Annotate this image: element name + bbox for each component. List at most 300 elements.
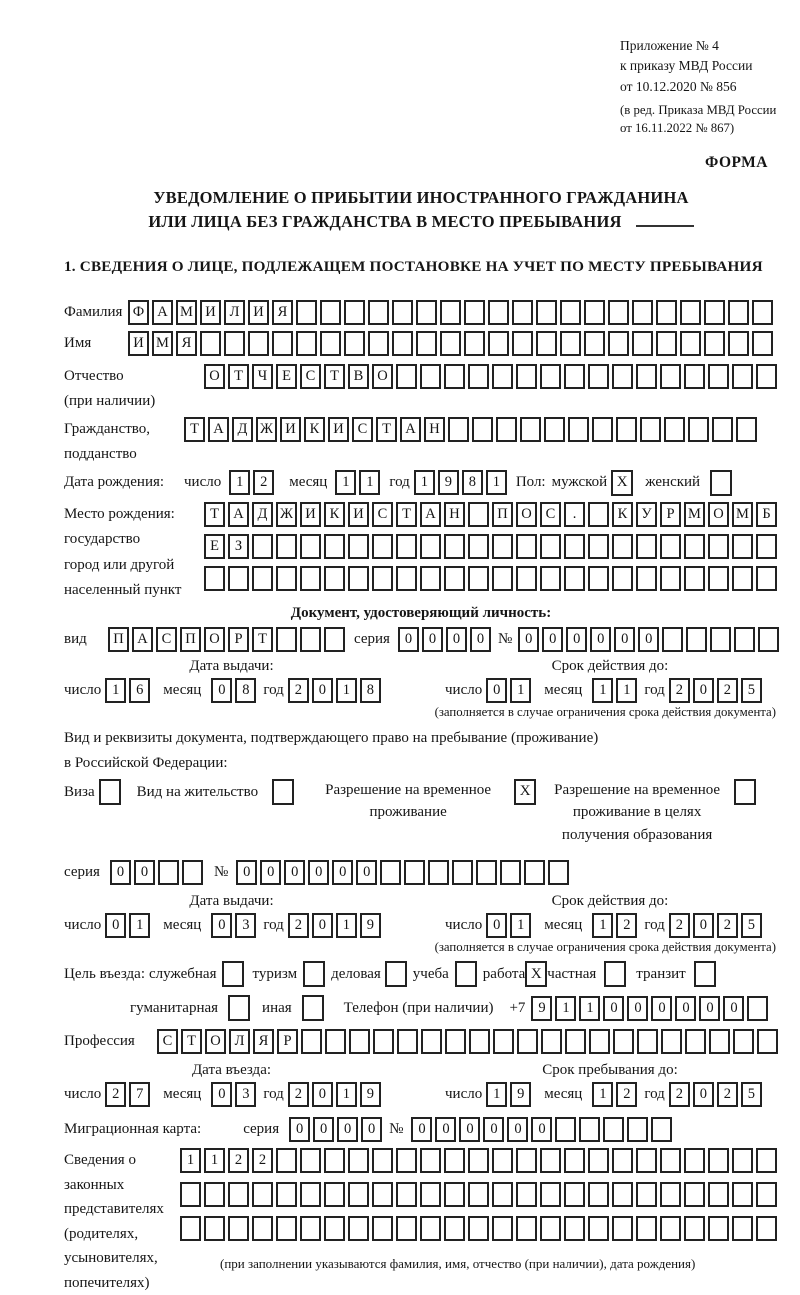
char-box[interactable] [516, 1182, 537, 1207]
char-box[interactable] [492, 566, 513, 591]
char-box[interactable] [612, 364, 633, 389]
char-box[interactable] [651, 1117, 672, 1142]
char-box[interactable]: А [420, 502, 441, 527]
char-box[interactable]: 0 [332, 860, 353, 885]
char-box[interactable] [368, 300, 389, 325]
char-box[interactable]: Е [204, 534, 225, 559]
char-box[interactable] [560, 331, 581, 356]
char-box[interactable]: Д [232, 417, 253, 442]
char-box[interactable] [324, 534, 345, 559]
purpose-official-checkbox[interactable] [222, 961, 244, 987]
char-box[interactable] [640, 417, 661, 442]
char-box[interactable] [592, 417, 613, 442]
char-box[interactable]: 0 [699, 996, 720, 1021]
char-box[interactable] [608, 300, 629, 325]
char-box[interactable] [252, 1216, 273, 1241]
char-box[interactable] [536, 331, 557, 356]
char-box[interactable]: П [180, 627, 201, 652]
char-box[interactable]: А [132, 627, 153, 652]
char-box[interactable]: И [128, 331, 149, 356]
char-box[interactable]: С [157, 1029, 178, 1054]
char-box[interactable]: Ф [128, 300, 149, 325]
char-box[interactable] [564, 534, 585, 559]
char-box[interactable] [548, 860, 569, 885]
char-box[interactable]: 1 [555, 996, 576, 1021]
char-box[interactable] [182, 860, 203, 885]
visa-checkbox[interactable] [99, 779, 121, 805]
char-box[interactable]: О [708, 502, 729, 527]
char-box[interactable]: Т [376, 417, 397, 442]
char-box[interactable] [540, 364, 561, 389]
char-box[interactable]: 1 [486, 470, 507, 495]
char-box[interactable]: И [280, 417, 301, 442]
char-box[interactable] [204, 1216, 225, 1241]
char-box[interactable]: С [300, 364, 321, 389]
char-box[interactable] [524, 860, 545, 885]
char-box[interactable]: 0 [289, 1117, 310, 1142]
char-box[interactable]: 0 [411, 1117, 432, 1142]
char-box[interactable]: В [348, 364, 369, 389]
char-box[interactable]: 0 [308, 860, 329, 885]
char-box[interactable]: 9 [360, 1082, 381, 1107]
char-box[interactable] [200, 331, 221, 356]
char-box[interactable] [612, 1216, 633, 1241]
temp-residence-edu-checkbox[interactable] [734, 779, 756, 805]
char-box[interactable] [684, 1216, 705, 1241]
char-box[interactable] [444, 1148, 465, 1173]
char-box[interactable]: 0 [398, 627, 419, 652]
char-box[interactable]: Т [184, 417, 205, 442]
temp-residence-checkbox[interactable]: X [514, 779, 536, 805]
char-box[interactable] [756, 1148, 777, 1173]
char-box[interactable]: 0 [483, 1117, 504, 1142]
char-box[interactable]: К [304, 417, 325, 442]
char-box[interactable]: 0 [337, 1117, 358, 1142]
char-box[interactable] [204, 1182, 225, 1207]
char-box[interactable] [579, 1117, 600, 1142]
char-box[interactable] [536, 300, 557, 325]
char-box[interactable] [252, 1182, 273, 1207]
char-box[interactable]: С [352, 417, 373, 442]
char-box[interactable] [612, 1182, 633, 1207]
char-box[interactable] [660, 566, 681, 591]
char-box[interactable] [564, 1216, 585, 1241]
char-box[interactable] [440, 331, 461, 356]
char-box[interactable] [752, 300, 773, 325]
char-box[interactable] [392, 331, 413, 356]
char-box[interactable] [180, 1216, 201, 1241]
char-box[interactable]: П [108, 627, 129, 652]
char-box[interactable] [732, 364, 753, 389]
char-box[interactable] [320, 331, 341, 356]
char-box[interactable] [488, 331, 509, 356]
char-box[interactable] [660, 1182, 681, 1207]
char-box[interactable]: 9 [531, 996, 552, 1021]
char-box[interactable]: Я [272, 300, 293, 325]
char-box[interactable] [540, 566, 561, 591]
char-box[interactable] [204, 566, 225, 591]
char-box[interactable]: 0 [486, 913, 507, 938]
char-box[interactable] [728, 300, 749, 325]
char-box[interactable] [756, 534, 777, 559]
char-box[interactable] [500, 860, 521, 885]
char-box[interactable] [684, 364, 705, 389]
char-box[interactable] [632, 300, 653, 325]
char-box[interactable]: 0 [422, 627, 443, 652]
char-box[interactable] [300, 1148, 321, 1173]
char-box[interactable]: 2 [288, 1082, 309, 1107]
char-box[interactable] [588, 566, 609, 591]
char-box[interactable] [492, 1182, 513, 1207]
char-box[interactable]: 1 [579, 996, 600, 1021]
char-box[interactable] [444, 534, 465, 559]
char-box[interactable] [565, 1029, 586, 1054]
char-box[interactable] [440, 300, 461, 325]
char-box[interactable]: 0 [627, 996, 648, 1021]
char-box[interactable] [224, 331, 245, 356]
char-box[interactable] [732, 1182, 753, 1207]
char-box[interactable] [732, 1148, 753, 1173]
char-box[interactable] [464, 331, 485, 356]
char-box[interactable]: 1 [510, 913, 531, 938]
char-box[interactable]: 1 [129, 913, 150, 938]
char-box[interactable] [584, 331, 605, 356]
char-box[interactable]: М [684, 502, 705, 527]
char-box[interactable]: 0 [446, 627, 467, 652]
char-box[interactable]: 0 [693, 678, 714, 703]
char-box[interactable]: 0 [590, 627, 611, 652]
char-box[interactable] [584, 300, 605, 325]
char-box[interactable]: И [200, 300, 221, 325]
char-box[interactable]: Т [324, 364, 345, 389]
char-box[interactable]: 1 [204, 1148, 225, 1173]
char-box[interactable]: М [732, 502, 753, 527]
char-box[interactable]: Т [252, 627, 273, 652]
char-box[interactable]: 5 [741, 1082, 762, 1107]
char-box[interactable]: 0 [284, 860, 305, 885]
char-box[interactable] [516, 1216, 537, 1241]
char-box[interactable] [296, 331, 317, 356]
char-box[interactable]: 0 [211, 1082, 232, 1107]
char-box[interactable] [733, 1029, 754, 1054]
char-box[interactable]: 1 [336, 913, 357, 938]
char-box[interactable] [756, 566, 777, 591]
char-box[interactable] [564, 1182, 585, 1207]
char-box[interactable] [588, 1182, 609, 1207]
char-box[interactable] [344, 300, 365, 325]
char-box[interactable] [492, 534, 513, 559]
char-box[interactable] [468, 566, 489, 591]
char-box[interactable]: 8 [235, 678, 256, 703]
char-box[interactable] [444, 1182, 465, 1207]
char-box[interactable] [756, 1182, 777, 1207]
char-box[interactable] [662, 627, 683, 652]
char-box[interactable]: 0 [134, 860, 155, 885]
char-box[interactable]: 0 [356, 860, 377, 885]
char-box[interactable] [496, 417, 517, 442]
char-box[interactable]: 5 [741, 913, 762, 938]
char-box[interactable] [373, 1029, 394, 1054]
char-box[interactable] [468, 534, 489, 559]
char-box[interactable] [656, 331, 677, 356]
char-box[interactable] [704, 300, 725, 325]
char-box[interactable] [664, 417, 685, 442]
char-box[interactable] [686, 627, 707, 652]
char-box[interactable] [512, 331, 533, 356]
char-box[interactable]: 0 [105, 913, 126, 938]
char-box[interactable] [180, 1182, 201, 1207]
char-box[interactable] [380, 860, 401, 885]
char-box[interactable] [512, 300, 533, 325]
char-box[interactable] [228, 1182, 249, 1207]
char-box[interactable]: 6 [129, 678, 150, 703]
char-box[interactable]: 0 [542, 627, 563, 652]
char-box[interactable] [372, 1182, 393, 1207]
char-box[interactable] [517, 1029, 538, 1054]
char-box[interactable]: 2 [288, 913, 309, 938]
char-box[interactable] [468, 1182, 489, 1207]
char-box[interactable]: Р [277, 1029, 298, 1054]
char-box[interactable]: Б [756, 502, 777, 527]
char-box[interactable] [464, 300, 485, 325]
char-box[interactable]: С [540, 502, 561, 527]
char-box[interactable]: Р [228, 627, 249, 652]
purpose-humanitarian-checkbox[interactable] [228, 995, 250, 1021]
char-box[interactable] [660, 1216, 681, 1241]
char-box[interactable] [684, 1182, 705, 1207]
char-box[interactable] [568, 417, 589, 442]
char-box[interactable]: И [328, 417, 349, 442]
residence-permit-checkbox[interactable] [272, 779, 294, 805]
char-box[interactable]: 0 [507, 1117, 528, 1142]
char-box[interactable]: О [205, 1029, 226, 1054]
char-box[interactable] [560, 300, 581, 325]
char-box[interactable]: 5 [741, 678, 762, 703]
char-box[interactable]: 0 [459, 1117, 480, 1142]
char-box[interactable]: Т [181, 1029, 202, 1054]
char-box[interactable]: 2 [253, 470, 274, 495]
char-box[interactable] [158, 860, 179, 885]
char-box[interactable] [636, 566, 657, 591]
char-box[interactable] [540, 1216, 561, 1241]
char-box[interactable]: 1 [105, 678, 126, 703]
char-box[interactable] [348, 1182, 369, 1207]
char-box[interactable] [448, 417, 469, 442]
char-box[interactable] [732, 534, 753, 559]
char-box[interactable] [636, 1182, 657, 1207]
char-box[interactable]: 0 [651, 996, 672, 1021]
char-box[interactable]: А [208, 417, 229, 442]
purpose-private-checkbox[interactable] [604, 961, 626, 987]
char-box[interactable]: 0 [614, 627, 635, 652]
char-box[interactable] [396, 1182, 417, 1207]
char-box[interactable]: И [248, 300, 269, 325]
char-box[interactable] [368, 331, 389, 356]
char-box[interactable] [684, 566, 705, 591]
char-box[interactable] [757, 1029, 778, 1054]
char-box[interactable] [420, 1182, 441, 1207]
char-box[interactable]: 2 [717, 678, 738, 703]
char-box[interactable]: 2 [669, 1082, 690, 1107]
char-box[interactable] [756, 1216, 777, 1241]
char-box[interactable] [588, 1216, 609, 1241]
char-box[interactable]: 0 [312, 678, 333, 703]
char-box[interactable] [420, 1216, 441, 1241]
char-box[interactable]: О [372, 364, 393, 389]
char-box[interactable] [688, 417, 709, 442]
char-box[interactable] [708, 1182, 729, 1207]
char-box[interactable]: 2 [288, 678, 309, 703]
char-box[interactable]: 0 [518, 627, 539, 652]
char-box[interactable]: Л [224, 300, 245, 325]
char-box[interactable]: 1 [414, 470, 435, 495]
char-box[interactable] [476, 860, 497, 885]
char-box[interactable] [404, 860, 425, 885]
char-box[interactable]: Ж [256, 417, 277, 442]
char-box[interactable] [758, 627, 779, 652]
char-box[interactable] [492, 1148, 513, 1173]
char-box[interactable]: О [516, 502, 537, 527]
char-box[interactable]: 0 [531, 1117, 552, 1142]
char-box[interactable]: 9 [438, 470, 459, 495]
char-box[interactable] [603, 1117, 624, 1142]
char-box[interactable]: 0 [110, 860, 131, 885]
char-box[interactable]: 0 [312, 913, 333, 938]
char-box[interactable]: 0 [312, 1082, 333, 1107]
char-box[interactable]: С [372, 502, 393, 527]
char-box[interactable] [660, 364, 681, 389]
char-box[interactable]: А [152, 300, 173, 325]
char-box[interactable]: 2 [717, 913, 738, 938]
char-box[interactable]: 0 [486, 678, 507, 703]
char-box[interactable] [660, 534, 681, 559]
char-box[interactable] [372, 1148, 393, 1173]
char-box[interactable] [324, 1182, 345, 1207]
char-box[interactable] [710, 627, 731, 652]
char-box[interactable] [612, 534, 633, 559]
char-box[interactable] [493, 1029, 514, 1054]
char-box[interactable] [420, 364, 441, 389]
char-box[interactable] [684, 534, 705, 559]
char-box[interactable] [656, 300, 677, 325]
char-box[interactable] [492, 1216, 513, 1241]
char-box[interactable] [708, 1216, 729, 1241]
purpose-study-checkbox[interactable] [455, 961, 477, 987]
char-box[interactable] [636, 534, 657, 559]
char-box[interactable]: . [564, 502, 585, 527]
char-box[interactable]: И [300, 502, 321, 527]
char-box[interactable]: Л [229, 1029, 250, 1054]
char-box[interactable] [468, 364, 489, 389]
char-box[interactable]: 0 [470, 627, 491, 652]
char-box[interactable] [684, 1148, 705, 1173]
char-box[interactable]: Т [228, 364, 249, 389]
char-box[interactable] [420, 566, 441, 591]
char-box[interactable] [708, 1148, 729, 1173]
char-box[interactable]: 0 [603, 996, 624, 1021]
char-box[interactable]: 2 [669, 913, 690, 938]
char-box[interactable] [544, 417, 565, 442]
char-box[interactable]: 2 [669, 678, 690, 703]
char-box[interactable]: А [228, 502, 249, 527]
char-box[interactable] [416, 331, 437, 356]
char-box[interactable]: 0 [313, 1117, 334, 1142]
char-box[interactable]: 1 [359, 470, 380, 495]
char-box[interactable]: П [492, 502, 513, 527]
char-box[interactable]: З [228, 534, 249, 559]
purpose-tourism-checkbox[interactable] [303, 961, 325, 987]
char-box[interactable] [324, 566, 345, 591]
char-box[interactable] [588, 364, 609, 389]
char-box[interactable] [421, 1029, 442, 1054]
char-box[interactable]: Я [176, 331, 197, 356]
sex-female-checkbox[interactable] [710, 470, 732, 496]
char-box[interactable] [728, 331, 749, 356]
char-box[interactable]: 1 [592, 913, 613, 938]
char-box[interactable] [613, 1029, 634, 1054]
char-box[interactable] [324, 1148, 345, 1173]
char-box[interactable]: 1 [510, 678, 531, 703]
char-box[interactable] [736, 417, 757, 442]
char-box[interactable]: Т [396, 502, 417, 527]
purpose-business-checkbox[interactable] [385, 961, 407, 987]
char-box[interactable] [588, 1148, 609, 1173]
char-box[interactable] [276, 566, 297, 591]
char-box[interactable]: 2 [228, 1148, 249, 1173]
char-box[interactable] [732, 566, 753, 591]
char-box[interactable] [276, 1148, 297, 1173]
char-box[interactable] [420, 1148, 441, 1173]
char-box[interactable]: 3 [235, 1082, 256, 1107]
char-box[interactable] [228, 566, 249, 591]
char-box[interactable]: Е [276, 364, 297, 389]
char-box[interactable] [589, 1029, 610, 1054]
char-box[interactable] [469, 1029, 490, 1054]
char-box[interactable]: 0 [638, 627, 659, 652]
char-box[interactable] [472, 417, 493, 442]
char-box[interactable] [661, 1029, 682, 1054]
char-box[interactable]: 0 [566, 627, 587, 652]
char-box[interactable]: 1 [180, 1148, 201, 1173]
char-box[interactable] [516, 364, 537, 389]
char-box[interactable] [300, 1216, 321, 1241]
char-box[interactable] [612, 1148, 633, 1173]
char-box[interactable]: М [152, 331, 173, 356]
char-box[interactable] [444, 364, 465, 389]
char-box[interactable] [372, 534, 393, 559]
char-box[interactable] [252, 566, 273, 591]
char-box[interactable] [708, 566, 729, 591]
char-box[interactable]: 0 [675, 996, 696, 1021]
char-box[interactable] [300, 627, 321, 652]
char-box[interactable] [444, 1216, 465, 1241]
char-box[interactable]: О [204, 627, 225, 652]
char-box[interactable]: 1 [336, 678, 357, 703]
char-box[interactable] [616, 417, 637, 442]
char-box[interactable] [228, 1216, 249, 1241]
purpose-work-checkbox[interactable]: X [525, 961, 547, 987]
char-box[interactable] [756, 364, 777, 389]
char-box[interactable]: К [324, 502, 345, 527]
char-box[interactable] [416, 300, 437, 325]
char-box[interactable] [452, 860, 473, 885]
char-box[interactable] [348, 534, 369, 559]
char-box[interactable]: Я [253, 1029, 274, 1054]
char-box[interactable] [444, 566, 465, 591]
char-box[interactable]: С [156, 627, 177, 652]
char-box[interactable] [708, 364, 729, 389]
char-box[interactable]: 0 [723, 996, 744, 1021]
